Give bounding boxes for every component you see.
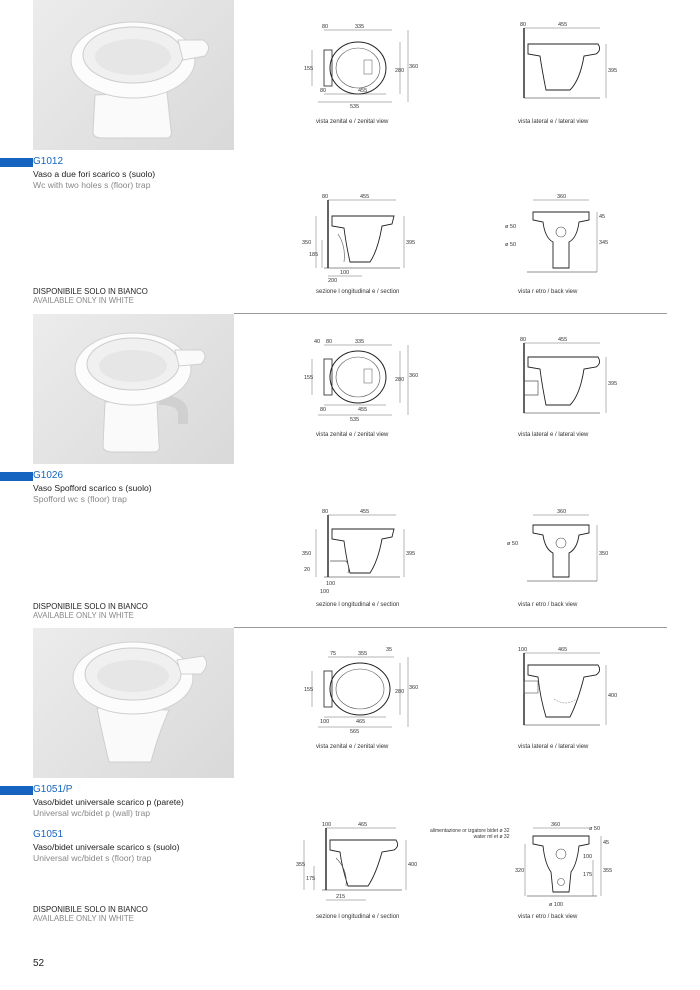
supply-note — [430, 828, 510, 840]
dim-label: 80 — [520, 22, 527, 28]
dim-label: ø 50 — [507, 541, 519, 547]
section-view-drawing — [296, 818, 420, 913]
dim-label: 395 — [608, 68, 618, 74]
dim-label: 355 — [296, 862, 306, 868]
dim-label: 155 — [304, 687, 314, 693]
dim-label: 80 — [520, 337, 527, 343]
dim-label: 455 — [358, 407, 368, 413]
dim-label: 465 — [358, 822, 368, 828]
dim-label: 175 — [583, 872, 593, 878]
product-description-it: Vaso Spofford scarico s (suolo) — [33, 483, 152, 493]
availability-it: DISPONIBILE SOLO IN BIANCO — [33, 287, 148, 296]
product-description-en: Universal wc/bidet s (floor) trap — [33, 853, 152, 863]
dim-label: 80 — [322, 509, 329, 515]
back-view-drawing — [505, 190, 615, 285]
lateral-view-drawing — [510, 645, 620, 740]
dim-label: 395 — [406, 240, 416, 246]
dim-label: ø 50 — [505, 224, 517, 230]
caption-lateral-view: vista lateral e / lateral view — [518, 119, 589, 125]
dim-label: 200 — [328, 278, 338, 284]
availability-en: AVAILABLE ONLY IN WHITE — [33, 296, 134, 305]
dim-label: 280 — [395, 377, 405, 383]
top-view-drawing — [300, 645, 420, 740]
supply-note-line: alimentazione or izgatore bidet ø 32 — [430, 828, 510, 834]
caption-top-view: vista zenital e / zenital view — [316, 432, 389, 438]
toilet-image — [33, 314, 234, 464]
dim-label: ø 100 — [549, 902, 564, 908]
dim-label: 455 — [558, 337, 568, 343]
availability-it: DISPONIBILE SOLO IN BIANCO — [33, 905, 148, 914]
product-code: G1051/P — [33, 784, 73, 795]
dim-label: 360 — [557, 509, 567, 515]
top-view-drawing — [300, 335, 420, 430]
dim-label: 280 — [395, 689, 405, 695]
dim-label: 350 — [599, 551, 609, 557]
dim-label: 100 — [340, 270, 350, 276]
dim-label: 360 — [409, 685, 419, 691]
product-description-en: Universal wc/bidet p (wall) trap — [33, 808, 151, 818]
dim-label: 400 — [608, 693, 618, 699]
product-photo-g1051 — [33, 628, 234, 778]
dim-label: 360 — [409, 64, 419, 70]
dim-label: 360 — [557, 194, 567, 200]
dim-label: 360 — [551, 822, 561, 828]
dim-label: 320 — [515, 868, 525, 874]
toilet-image — [33, 628, 234, 778]
dim-label: 345 — [599, 240, 609, 246]
dim-label: 465 — [558, 647, 568, 653]
dim-label: 455 — [360, 194, 370, 200]
code-marker — [0, 786, 33, 795]
caption-lateral-view: vista lateral e / lateral view — [518, 744, 589, 750]
caption-lateral-view: vista lateral e / lateral view — [518, 432, 589, 438]
product-description-it: Vaso/bidet universale scarico s (suolo) — [33, 842, 180, 852]
dim-label: 20 — [304, 567, 311, 573]
toilet-image — [33, 0, 234, 150]
dim-label: 80 — [322, 24, 329, 30]
dim-label: 100 — [518, 647, 528, 653]
dim-label: 45 — [599, 214, 606, 220]
caption-section-view: sezione l ongitudinal e / section — [316, 914, 400, 920]
dim-label: 80 — [322, 194, 329, 200]
dim-label: 185 — [309, 252, 319, 258]
caption-back-view: vista r etro / back view — [518, 602, 578, 608]
availability-en: AVAILABLE ONLY IN WHITE — [33, 611, 134, 620]
dim-label: 45 — [603, 840, 610, 846]
section-view-drawing — [300, 505, 420, 600]
lateral-view-drawing — [510, 335, 620, 425]
dim-label: 395 — [406, 551, 416, 557]
page-number: 52 — [33, 958, 45, 969]
dim-label: 80 — [326, 339, 333, 345]
dim-label: 355 — [603, 868, 613, 874]
dim-label: 155 — [304, 66, 314, 72]
section-divider — [234, 313, 667, 314]
product-description-it: Vaso/bidet universale scarico p (parete) — [33, 797, 184, 807]
dim-label: 100 — [326, 581, 336, 587]
caption-section-view: sezione l ongitudinal e / section — [316, 602, 400, 608]
section-view-drawing — [300, 190, 420, 285]
dim-label: ø 50 — [589, 826, 601, 832]
dim-label: 155 — [304, 375, 314, 381]
dim-label: 335 — [355, 24, 365, 30]
dim-label: 355 — [358, 651, 368, 657]
code-marker — [0, 158, 33, 167]
dim-label: 395 — [608, 381, 618, 387]
dim-label: 350 — [302, 240, 312, 246]
dim-label: 400 — [408, 862, 418, 868]
top-view-drawing — [300, 20, 420, 115]
dim-label: 100 — [583, 854, 593, 860]
product-code-secondary: G1051 — [33, 829, 64, 840]
product-description-en: Spofford wc s (floor) trap — [33, 494, 127, 504]
product-photo-g1012 — [33, 0, 234, 150]
back-view-drawing — [505, 818, 615, 913]
dim-label: 465 — [356, 719, 366, 725]
product-code: G1012 — [33, 156, 64, 167]
dim-label: 175 — [306, 876, 316, 882]
caption-top-view: vista zenital e / zenital view — [316, 119, 389, 125]
dim-label: 100 — [320, 719, 330, 725]
dim-label: 535 — [350, 417, 360, 423]
dim-label: 280 — [395, 68, 405, 74]
dim-label: 455 — [558, 22, 568, 28]
product-code: G1026 — [33, 470, 64, 481]
dim-label: 455 — [358, 88, 368, 94]
dim-label: 335 — [355, 339, 365, 345]
dim-label: 80 — [320, 88, 327, 94]
dim-label: 35 — [386, 647, 393, 653]
supply-note-line: water ml et ø 32 — [473, 834, 510, 840]
availability-en: AVAILABLE ONLY IN WHITE — [33, 914, 134, 923]
dim-label: ø 50 — [505, 242, 517, 248]
dim-label: 75 — [330, 651, 337, 657]
caption-top-view: vista zenital e / zenital view — [316, 744, 389, 750]
product-description-it: Vaso a due fori scarico s (suolo) — [33, 169, 156, 179]
dim-label: 455 — [360, 509, 370, 515]
dim-label: 40 — [314, 339, 321, 345]
dim-label: 350 — [302, 551, 312, 557]
product-description-en: Wc with two holes s (floor) trap — [33, 180, 151, 190]
caption-back-view: vista r etro / back view — [518, 914, 578, 920]
dim-label: 100 — [322, 822, 332, 828]
dim-label: 100 — [320, 589, 330, 595]
section-divider — [234, 627, 667, 628]
dim-label: 215 — [336, 894, 346, 900]
availability-it: DISPONIBILE SOLO IN BIANCO — [33, 602, 148, 611]
code-marker — [0, 472, 33, 481]
dim-label: 360 — [409, 373, 419, 379]
product-photo-g1026 — [33, 314, 234, 464]
dim-label: 80 — [320, 407, 327, 413]
caption-section-view: sezione l ongitudinal e / section — [316, 289, 400, 295]
lateral-view-drawing — [510, 20, 620, 110]
back-view-drawing — [505, 505, 615, 600]
caption-back-view: vista r etro / back view — [518, 289, 578, 295]
dim-label: 565 — [350, 729, 360, 735]
dim-label: 535 — [350, 104, 360, 110]
